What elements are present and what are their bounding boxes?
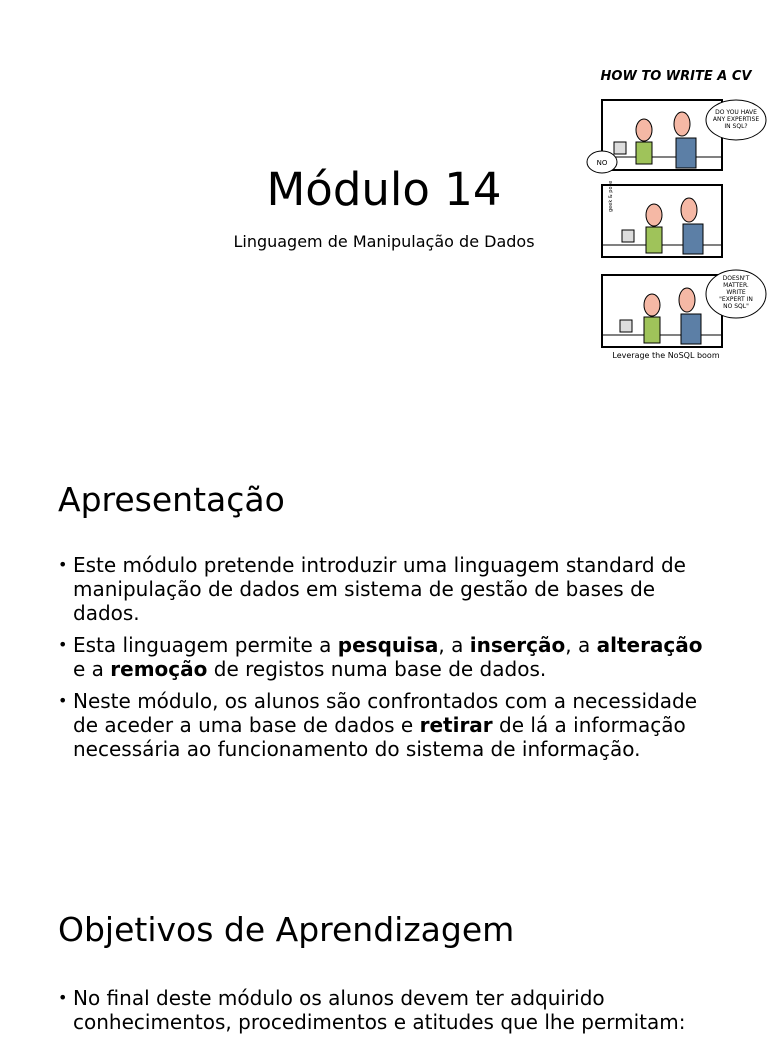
bullet-text: e a (73, 657, 111, 681)
keyword: remoção (110, 657, 208, 681)
keyword: alteração (596, 633, 703, 657)
bullet-list (58, 553, 708, 769)
section-heading: Apresentação (58, 480, 285, 519)
bullet-dot: • (58, 691, 68, 710)
comic-bubble-line: MATTER. (723, 282, 749, 289)
comic-title: HOW TO WRITE A CV (600, 69, 752, 84)
bullet-item (58, 986, 758, 1034)
title-slide (0, 0, 768, 420)
slide-subtitle: Linguagem de Manipulação de Dados (233, 232, 535, 251)
comic-panel-3 (602, 270, 766, 347)
bullet-text: , a (438, 633, 470, 657)
keyword: inserção (469, 633, 566, 657)
bullet-item (58, 553, 708, 625)
comic-bubble-line: IN SQL? (724, 123, 748, 130)
comic-panel-2 (602, 181, 722, 257)
comic-illustration (584, 62, 768, 362)
objectives-slide (0, 870, 768, 1034)
keyword: retirar (419, 713, 493, 737)
comic-side-text: geek & poke (608, 180, 614, 212)
bullet-text: de registos numa base de dados. (207, 657, 547, 681)
bullet-list (58, 986, 758, 1042)
bullet-dot: • (58, 988, 68, 1007)
slide-title: Módulo 14 (266, 163, 502, 216)
bullet-text: No final deste módulo os alunos devem ter adquirido conhecimentos, procedimentos e atitudes que lhe permitam: (73, 986, 686, 1034)
comic-bubble-line: "EXPERT IN (719, 296, 753, 303)
comic-panel-1 (587, 100, 766, 173)
comic-bubble-line: DO YOU HAVE (715, 109, 757, 116)
section-heading: Objetivos de Aprendizagem (58, 910, 515, 949)
bullet-text: Este módulo pretende introduzir uma linguagem standard de manipulação de dados em sistema de gestão de bases de dados. (73, 553, 686, 625)
comic-bubble-line: WRITE (726, 289, 746, 296)
bullet-item (58, 689, 708, 761)
bullet-text: , a (565, 633, 597, 657)
bullet-item (58, 633, 708, 681)
comic-bubble-no: NO (596, 159, 608, 167)
bullet-dot: • (58, 635, 68, 654)
comic-caption: Leverage the NoSQL boom (612, 351, 720, 360)
bullet-dot: • (58, 555, 68, 574)
bullet-text: Neste módulo, os alunos são confrontados com a necessidade de aceder a uma base de dados e (73, 689, 698, 737)
bullet-text: de lá a informação necessária ao funcionamento do sistema de informação. (73, 713, 686, 761)
comic-bubble-line: NO SQL" (723, 303, 749, 310)
keyword: pesquisa (337, 633, 439, 657)
presentation-slide (0, 420, 768, 870)
bullet-text: Esta linguagem permite a (73, 633, 338, 657)
comic-bubble-line: DOESN'T (722, 275, 750, 282)
comic-bubble-line: ANY EXPERTISE (712, 116, 760, 123)
